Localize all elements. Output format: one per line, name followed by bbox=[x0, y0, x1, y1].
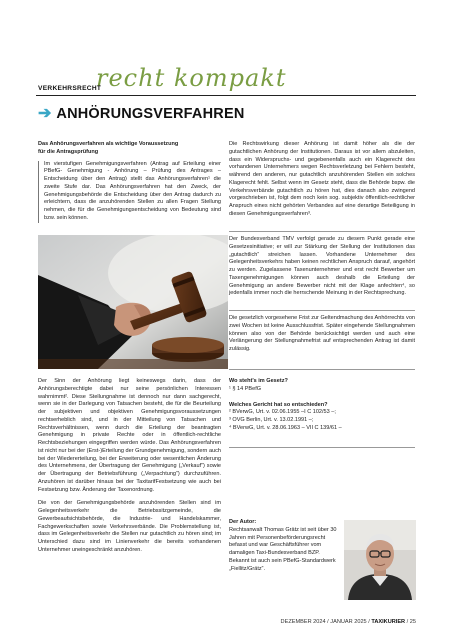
right-column-text bbox=[229, 141, 415, 225]
intro-body: Im vierstufigen Genehmigungsverfahren (Antrag auf Erteilung einer PBefG- Genehmigung - Anhörung – Prüfung des Antrages – Entscheidung über den Antrag) stellt das Anhörungsverfahren¹ die zweite Stufe dar. Das Anhörungsverfahren hat den Zweck, der Genehmigungsbehörde die Entscheidung über den Antrag dadurch zu erleichtern, dass die anzuhörenden Stellen zu allen Fragen Stellung nehmen, die für die Genehmigungsentscheidung von Bedeutung sind bzw. sein können. bbox=[44, 160, 221, 221]
left-paragraph-2: Die von der Genehmigungsbehörde anzuhörenden Stellen sind im Gelegenheitsverkehr die Betriebssitzgemeinde, die Gewerbeaufsichtsbehörde, die Industrie- und Handelskammer, Fachgewerkschaften sowie Verkehrsverbände. Die Problemstellung ist, dass im Gelegenheitsverkehr die Stellen nur gutachtlich zu hören sind; im Unterschied dazu sind im Linienverkehr die bereits vorhandenen Unternehmer uneingeschränkt anzuhören. bbox=[38, 500, 221, 553]
court-ref-3: ⁴ BVerwG, Urt. v. 28.06.1963 – VII C 139/61 – bbox=[229, 424, 342, 431]
right-separator-4 bbox=[229, 447, 415, 448]
author-photo bbox=[344, 520, 416, 600]
intro-heading-line1: Das Anhörungsverfahren als wichtige Voraussetzung bbox=[38, 141, 179, 147]
page-footer bbox=[281, 619, 416, 625]
right-paragraph-2: Der Bundesverband TMV verfolgt gerade zu diesem Punkt gerade eine Gesetzesinitiative; er will zur Stärkung der Stellung der Institutionen das „gutachtlich“ streichen lassen. Vorhandene Unternehmer des Gelegenheitsverkehrs haben keinen rechtlichen Anspruch darauf, angehört zu werden. Zugelassene Taxenunternehmer und erst recht Bewerber um Taxengenehmigungen können auch deshalb die Erteilung der Genehmigung an andere Bewerber nicht mit der Klage anfechten⁴, so jedenfalls immer noch die herrschende Meinung in der Rechtsprechung. bbox=[229, 236, 415, 297]
author-heading: Der Autor: bbox=[229, 519, 257, 525]
footer-issue: DEZEMBER 2024 / JANUAR 2025 / bbox=[280, 619, 372, 625]
right-column-text-3 bbox=[229, 315, 415, 360]
title-row bbox=[38, 106, 245, 122]
arrow-right-icon: ➔ bbox=[38, 105, 52, 122]
header-rule bbox=[36, 95, 416, 96]
footer-magazine: TAXIKURIER bbox=[371, 619, 406, 625]
intro-text bbox=[38, 141, 221, 223]
gavel-photo bbox=[38, 235, 228, 369]
section-script-title: recht kompakt bbox=[96, 64, 287, 92]
law-heading: Wo steht's im Gesetz? bbox=[229, 378, 288, 384]
law-ref: ¹ § 14 PBefG bbox=[229, 385, 262, 392]
law-box bbox=[229, 378, 415, 433]
right-separator-1 bbox=[229, 231, 415, 232]
court-ref-2: ³ OVG Berlin, Urt. v. 13.02.1991 –; bbox=[229, 417, 314, 423]
right-column-text-2 bbox=[229, 236, 415, 304]
right-paragraph-1: Die Rechtswirkung dieser Anhörung ist damit höher als die der gutachtlichen Anhörung der Institutionen. Daraus ist vor allem abzuleiten, dass ein Widerspruchs- und gegebenenfalls auch ein Klagerecht des vorhandenen Unternehmers wegen Rechtsverletzung bei Fehlern besteht, während den anderen, nur gutachtlich anzuhörenden Stellen ein solches Klagerecht fehlt. Selbst wenn im Gesetz steht, dass die Behörde bspw. die Verkehrsverbände gutachtlich zu hören hat, dies danach also zwingend vorgeschrieben ist, folgt dem noch kein sog. subjektiv öffentlich-rechtlicher Anspruch eines nicht gehörten Verbandes auf eine derartige Beteiligung in diesen Genehmigungsverfahren³. bbox=[229, 141, 415, 217]
author-box bbox=[229, 519, 339, 579]
court-ref-1: ² BVerwG, Urt. v. 02.06.1955 –I C 102/53 –; bbox=[229, 409, 336, 416]
section-kicker: VERKEHRSRECHT bbox=[38, 85, 102, 92]
right-paragraph-3: Die gesetzlich vorgesehene Frist zur Geltendmachung des Anhörrechts von zwei Wochen ist keine Ausschlussfrist. Später eingehende Stellungnahmen können also von der Behörde berücksichtigt werden und auch eine Verlängerung der Stellungnahmefrist auf entsprechenden Antrag ist damit zulässig. bbox=[229, 315, 415, 352]
court-heading: Welches Gericht hat so entschieden? bbox=[229, 401, 328, 408]
right-separator-3 bbox=[229, 369, 415, 370]
intro-box bbox=[38, 161, 221, 223]
footer-page-number: / 25 bbox=[405, 619, 416, 625]
right-separator-2 bbox=[229, 310, 415, 311]
main-text-left bbox=[38, 378, 221, 561]
intro-heading-line2: für die Antragsprüfung bbox=[38, 148, 99, 155]
left-paragraph-1: Der Sinn der Anhörung liegt keineswegs darin, dass der Anhörungsberechtigte dabei nur seine persönlichen Interessen wahrnimmt². Diese Stellungnahme ist dennoch nur dann sachgerecht, wenn sie in der Darlegung von Tatsachen besteht, die für die Beurteilung der subjektiven und objektiven Genehmigungsvoraussetzungen rechtserheblich sind, und in der Mitteilung von Tatsachen und Rechtsverhältnissen, wenn durch die Erteilung der beantragten Genehmigung in private Rechte oder in öffentlich-rechtliche Rechtsbeziehungen eingegriffen werden würde. Das Anhörungsverfahren ist nicht nur bei der (Erst-)Erteilung der Grundgenehmigung, sondern auch bei der Wiedererteilung, bei der Erweiterung oder wesentlichen Änderung des Unternehmens, der Übertragung der Genehmigung („Verkauf“) sowie der Übertragung der Betriebsführung („Verpachtung“) durchzuführen. Anzuhören ist darüber hinaus bei der TaxitarifFestsetzung wie auch bei Festsetzung bzw. Änderung der Taxenordnung. bbox=[38, 378, 221, 493]
article-title: ANHÖRUNGSVERFAHREN bbox=[56, 106, 245, 122]
author-bio: Rechtsanwalt Thomas Grätz ist seit über 30 Jahren mit Personenbeförderungsrecht befasst und war Geschäftsführer vom damaligen Taxi-Bundesverband BZP. Bekannt ist auch sein PBefG-Standardwerk „Fiellitz/Grätz“. bbox=[229, 526, 337, 572]
